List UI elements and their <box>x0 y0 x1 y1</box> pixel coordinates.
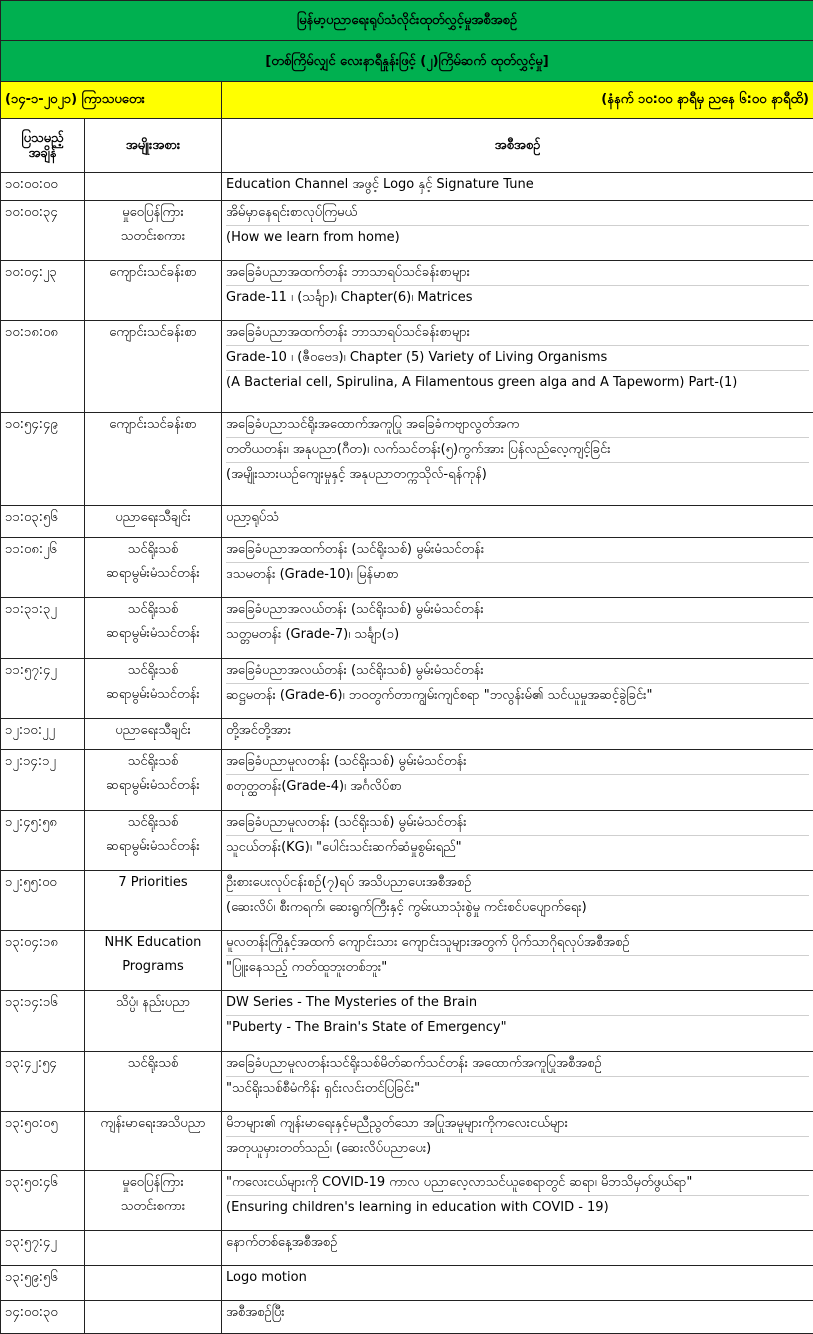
program-line: သူငယ်တန်း(KG)၊ "ပေါင်းသင်းဆက်ဆံမှုစွမ်းရည်" <box>226 835 809 860</box>
program-line: သတ္တမတန်း (Grade-7)၊ သင်္ချာ(၁) <box>226 622 809 647</box>
schedule-row <box>1 718 813 750</box>
cell-time[interactable] <box>1 1301 85 1334</box>
cell-program[interactable] <box>222 173 813 200</box>
category-line: ဆရာမွမ်းမံသင်တန်း <box>106 565 200 581</box>
schedule-row <box>1 750 813 811</box>
cell-program[interactable] <box>222 1266 813 1301</box>
cell-category[interactable] <box>85 1052 222 1112</box>
cell-program[interactable] <box>222 991 813 1052</box>
cell-category[interactable] <box>85 871 222 931</box>
cell-program[interactable] <box>222 811 813 871</box>
cell-time[interactable] <box>1 1171 85 1231</box>
time-range[interactable]: (နံနက် ၁၀:၀၀ နာရီမှ ညနေ ၆:၀၀ နာရီထိ) <box>222 81 813 118</box>
cell-program[interactable] <box>222 931 813 991</box>
cell-time[interactable] <box>1 260 85 320</box>
cell-time[interactable] <box>1 1052 85 1112</box>
cell-time[interactable] <box>1 871 85 931</box>
category-line <box>89 173 217 197</box>
schedule-row <box>1 506 813 538</box>
schedule-row <box>1 1231 813 1266</box>
program-line: တို့အင်တို့အား <box>226 722 292 738</box>
cell-category[interactable] <box>85 1301 222 1334</box>
cell-category[interactable] <box>85 506 222 538</box>
time-text: ၁၁:၃၁:၃၂ <box>5 601 57 617</box>
program-line: DW Series - The Mysteries of the Brain <box>226 995 478 1011</box>
time-text: ၁၃:၅၀:၀၅ <box>5 1116 58 1132</box>
category-line: သင်ရိုးသစ် <box>127 1056 179 1072</box>
cell-time[interactable] <box>1 413 85 506</box>
program-line: Logo motion <box>226 1270 307 1286</box>
program-line: အခြေခံပညာမူလတန်း (သင်ရိုးသစ်) မွမ်းမံသင်တန်း <box>226 815 467 831</box>
cell-time[interactable] <box>1 597 85 658</box>
title-row-1 <box>1 1 813 41</box>
cell-program[interactable] <box>222 718 813 750</box>
category-line: မှုဝေပြန်ကြား <box>122 1175 184 1191</box>
category-line: ကျောင်းသင်ခန်းစာ <box>109 324 197 340</box>
time-text: ၁၃:၀၄:၁၈ <box>5 935 58 951</box>
cell-program[interactable] <box>222 1301 813 1334</box>
cell-time[interactable] <box>1 1112 85 1171</box>
category-line: ကျောင်းသင်ခန်းစာ <box>109 264 197 280</box>
program-line: နောက်တစ်နေ့အစီအစဉ် <box>226 1235 338 1251</box>
cell-category[interactable] <box>85 1231 222 1266</box>
time-text: ၁၀:၀၀:၀၀ <box>5 177 58 193</box>
time-text: ၁၃:၅၉:၅၆ <box>5 1270 58 1286</box>
schedule-row <box>1 1301 813 1334</box>
cell-program[interactable] <box>222 506 813 538</box>
program-line: အခြေခံပညာသင်ရိုးအထောက်အကူပြု အခြေခံကဗျာလွတ်အက <box>226 417 520 433</box>
category-line: ကျန်းမာရေးအသိပညာ <box>100 1116 206 1132</box>
cell-time[interactable] <box>1 200 85 260</box>
schedule-row <box>1 537 813 597</box>
category-line: သင်ရိုးသစ် <box>127 601 179 617</box>
cell-time[interactable] <box>1 750 85 811</box>
program-line: ဒသမတန်း (Grade-10)၊ မြန်မာစာ <box>226 562 809 587</box>
cell-category[interactable] <box>85 1266 222 1301</box>
schedule-row <box>1 658 813 718</box>
cell-category[interactable] <box>85 1112 222 1171</box>
cell-category[interactable] <box>85 597 222 658</box>
time-text: ၁၃:၄၂:၅၄ <box>5 1056 57 1072</box>
program-line: အခြေခံပညာအလယ်တန်း (သင်ရိုးသစ်) မွမ်းမံသင်တန်း <box>226 662 484 678</box>
cell-category[interactable] <box>85 413 222 506</box>
cell-category[interactable] <box>85 750 222 811</box>
date-row <box>1 81 813 118</box>
program-line: အခြေခံပညာမူလတန်းသင်ရိုးသစ်မိတ်ဆက်သင်တန်း အထောက်အကူပြုအစီအစဉ် <box>226 1056 602 1072</box>
program-line: အခြေခံပညာအလယ်တန်း (သင်ရိုးသစ်) မွမ်းမံသင်တန်း <box>226 601 484 617</box>
schedule-row <box>1 1266 813 1301</box>
program-line: (How we learn from home) <box>226 225 809 250</box>
schedule-row <box>1 320 813 413</box>
schedule-row <box>1 413 813 506</box>
cell-category[interactable] <box>85 718 222 750</box>
category-line <box>89 1231 217 1255</box>
cell-program[interactable] <box>222 1112 813 1171</box>
program-line: တတိယတန်း၊ အနုပညာ(ဂီတ)၊ လက်သင်တန်း(၅)ကွက်အား ပြန်လည်လေ့ကျင့်ခြင်း <box>226 437 809 462</box>
category-line: သင်ရိုးသစ် <box>127 754 179 770</box>
program-line: (အမျိုးသားယဉ်ကျေးမှုနှင့် အနုပညာတက္ကသိုလ်-ရန်ကုန်) <box>226 462 809 487</box>
category-line: သင်ရိုးသစ် <box>127 541 179 557</box>
program-line: (ဆေးလိပ်၊ စီးကရက်၊ ဆေးရွက်ကြီးနှင့် ကွမ်းယာသုံးစွဲမှု ကင်းစင်ပပျောက်ရေး) <box>226 895 809 920</box>
program-line: (A Bacterial cell, Spirulina, A Filamentous green alga and A Tapeworm) Part-(1) <box>226 370 809 395</box>
time-text: ၁၀:၅၄:၄၉ <box>5 417 58 433</box>
cell-time[interactable] <box>1 173 85 200</box>
category-line: သိပ္ပံ၊ နည်းပညာ <box>115 995 191 1011</box>
program-line: Grade-11 ၊ (သင်္ချာ)၊ Chapter(6)၊ Matrices <box>226 285 809 310</box>
category-line: သင်ရိုးသစ် <box>127 662 179 678</box>
program-line: ဆဋ္ဌမတန်း (Grade-6)၊ ဘဝတွက်တာကျွမ်းကျင်စရာ "ဘလွန်းမ်၏ သင်ယူမှုအဆင့်ခွဲခြင်း" <box>226 683 809 708</box>
program-line: စတုတ္ထတန်း(Grade-4)၊ အင်္ဂလိပ်စာ <box>226 774 809 799</box>
cell-time[interactable] <box>1 658 85 718</box>
sheet-title[interactable]: မြန်မာ့ပညာရေးရုပ်သံလိုင်းထုတ်လွှင့်မှုအစီအစဉ် <box>1 1 813 41</box>
program-line: အတုယူမှားတတ်သည်၊ (ဆေးလိပ်ပညာပေး) <box>226 1136 809 1161</box>
program-line: အိမ်မှာနေရင်းစာလုပ်ကြမယ် <box>226 204 358 220</box>
schedule-row <box>1 260 813 320</box>
col-header-time[interactable] <box>1 118 85 173</box>
category-line: ဆရာမွမ်းမံသင်တန်း <box>106 839 200 855</box>
cell-time[interactable] <box>1 931 85 991</box>
program-line: မူလတန်းကြိုနှင့်အထက် ကျောင်းသား ကျောင်းသူများအတွက် ပိုက်သာဂိုရလုပ်အစီအစဉ် <box>226 935 630 951</box>
title-row-2 <box>1 41 813 81</box>
category-line: 7 Priorities <box>118 875 188 891</box>
col-header-time-text: ပြသမည့် အချိန် <box>21 130 64 161</box>
cell-program[interactable] <box>222 320 813 413</box>
category-line: သတင်းစကား <box>120 228 186 244</box>
category-line: Programs <box>122 959 184 975</box>
cell-program[interactable] <box>222 750 813 811</box>
schedule-row <box>1 1052 813 1112</box>
time-text: ၁၁:၀၃:၅၆ <box>5 510 58 525</box>
program-line: အခြေခံပညာအထက်တန်း (သင်ရိုးသစ်) မွမ်းမံသင်တန်း <box>226 541 485 557</box>
schedule-row <box>1 1112 813 1171</box>
cell-time[interactable] <box>1 320 85 413</box>
cell-category[interactable] <box>85 537 222 597</box>
col-header-category[interactable]: အမျိုးအစား <box>85 118 222 173</box>
time-text: ၁၃:၁၄:၁၆ <box>5 995 58 1011</box>
time-text: ၁၂:၁၀:၂၂ <box>5 722 55 738</box>
schedule-row <box>1 931 813 991</box>
cell-time[interactable] <box>1 991 85 1052</box>
sheet-subtitle[interactable]: [တစ်ကြိမ်လျှင် လေးနာရီနှုန်းဖြင့် (၂)ကြိမ်ဆက် ထုတ်လွှင့်မှု] <box>1 41 813 81</box>
time-text: ၁၂:၅၅:၀၀ <box>5 875 57 891</box>
time-text: ၁၀:၀၀:၃၄ <box>5 204 58 220</box>
program-line: အခြေခံပညာအထက်တန်း ဘာသာရပ်သင်ခန်းစာများ <box>226 324 470 340</box>
cell-time[interactable] <box>1 506 85 538</box>
category-line: ဆရာမွမ်းမံသင်တန်း <box>106 625 200 641</box>
schedule-row <box>1 871 813 931</box>
cell-category[interactable] <box>85 320 222 413</box>
time-text: ၁၃:၅၀:၄၆ <box>5 1175 58 1191</box>
cell-program[interactable] <box>222 1231 813 1266</box>
cell-category[interactable] <box>85 931 222 991</box>
category-line <box>89 1301 217 1325</box>
category-line <box>89 1266 217 1290</box>
time-text: ၁၁:၀၈:၂၆ <box>5 541 57 557</box>
cell-program[interactable] <box>222 597 813 658</box>
category-line: မှုဝေပြန်ကြား <box>122 204 184 220</box>
cell-program[interactable] <box>222 1171 813 1231</box>
date-label[interactable]: (၁၄-၁-၂၀၂၁) ကြာသပတေး <box>1 81 222 118</box>
cell-time[interactable] <box>1 718 85 750</box>
cell-program[interactable] <box>222 658 813 718</box>
schedule-row <box>1 597 813 658</box>
category-line: ဆရာမွမ်းမံသင်တန်း <box>106 686 200 702</box>
schedule-row <box>1 1171 813 1231</box>
program-line: "သင်ရိုးသစ်စီမံကိန်း ရှင်းလင်းတင်ပြခြင်း" <box>226 1076 809 1101</box>
program-line: အခြေခံပညာအထက်တန်း ဘာသာရပ်သင်ခန်းစာများ <box>226 264 470 280</box>
category-line: NHK Education <box>104 935 202 951</box>
program-line: (Ensuring children's learning in education with COVID - 19) <box>226 1195 809 1220</box>
time-text: ၁၀:၁၈:၀၈ <box>5 324 58 340</box>
category-line: သင်ရိုးသစ် <box>127 815 179 831</box>
program-line: Grade-10 ၊ (ဇီဝဗေဒ)၊ Chapter (5) Variety of Living Organisms <box>226 345 809 370</box>
program-line: "ကလေးငယ်များကို COVID-19 ကာလ ပညာလေ့လာသင်ယူစေရာတွင် ဆရာ၊ မိဘသိမှတ်ဖွယ်ရာ" <box>226 1175 693 1191</box>
program-line: အခြေခံပညာမူလတန်း (သင်ရိုးသစ်) မွမ်းမံသင်တန်း <box>226 754 467 770</box>
cell-time[interactable] <box>1 811 85 871</box>
cell-category[interactable] <box>85 173 222 200</box>
category-line: ဆရာမွမ်းမံသင်တန်း <box>106 778 200 794</box>
cell-program[interactable] <box>222 260 813 320</box>
cell-program[interactable] <box>222 537 813 597</box>
program-line: ဦးစားပေးလုပ်ငန်းစဉ်(၇)ရပ် အသိပညာပေးအစီအစဉ် <box>226 875 472 891</box>
time-text: ၁၁:၅၇:၄၂ <box>5 662 57 678</box>
schedule-row <box>1 991 813 1052</box>
category-line: ပညာရေးသီချင်း <box>115 722 191 738</box>
cell-category[interactable] <box>85 991 222 1052</box>
time-text: ၁၄:၀၀:၃၀ <box>5 1305 58 1321</box>
cell-category[interactable] <box>85 260 222 320</box>
program-line: အစီအစဉ်ပြီး <box>226 1305 285 1321</box>
category-line: သတင်းစကား <box>120 1199 186 1215</box>
time-text: ၁၂:၁၄:၁၂ <box>5 754 56 770</box>
category-line: ကျောင်းသင်ခန်းစာ <box>109 417 197 433</box>
schedule-row <box>1 173 813 200</box>
cell-time[interactable] <box>1 1266 85 1301</box>
cell-category[interactable] <box>85 658 222 718</box>
program-line: ပညာ့ရုပ်သံ <box>226 510 279 525</box>
cell-program[interactable] <box>222 200 813 260</box>
cell-category[interactable] <box>85 1171 222 1231</box>
schedule-row <box>1 811 813 871</box>
program-line: "ပြူးနေသည့် ကတ်ထူဘူးတစ်ဘူး" <box>226 955 809 980</box>
cell-program[interactable] <box>222 413 813 506</box>
cell-time[interactable] <box>1 537 85 597</box>
cell-category[interactable] <box>85 811 222 871</box>
program-line: "Puberty - The Brain's State of Emergency" <box>226 1015 809 1040</box>
column-header-row <box>1 118 813 173</box>
program-line: Education Channel အဖွင့် Logo နှင့် Signature Tune <box>226 177 534 193</box>
cell-program[interactable] <box>222 871 813 931</box>
cell-program[interactable] <box>222 1052 813 1112</box>
category-line: ပညာရေးသီချင်း <box>115 510 191 525</box>
program-line: မိဘများ၏ ကျန်းမာရေးနှင့်မညီညွတ်သော အပြုအမူများကိုကလေးငယ်များ <box>226 1116 568 1132</box>
cell-time[interactable] <box>1 1231 85 1266</box>
col-header-program[interactable]: အစီအစဉ် <box>222 118 813 173</box>
schedule-row <box>1 200 813 260</box>
time-text: ၁၃:၅၇:၄၂ <box>5 1235 57 1251</box>
cell-category[interactable] <box>85 200 222 260</box>
time-text: ၁၂:၄၅:၅၈ <box>5 815 57 831</box>
time-text: ၁၀:၀၄:၂၃ <box>5 264 57 280</box>
